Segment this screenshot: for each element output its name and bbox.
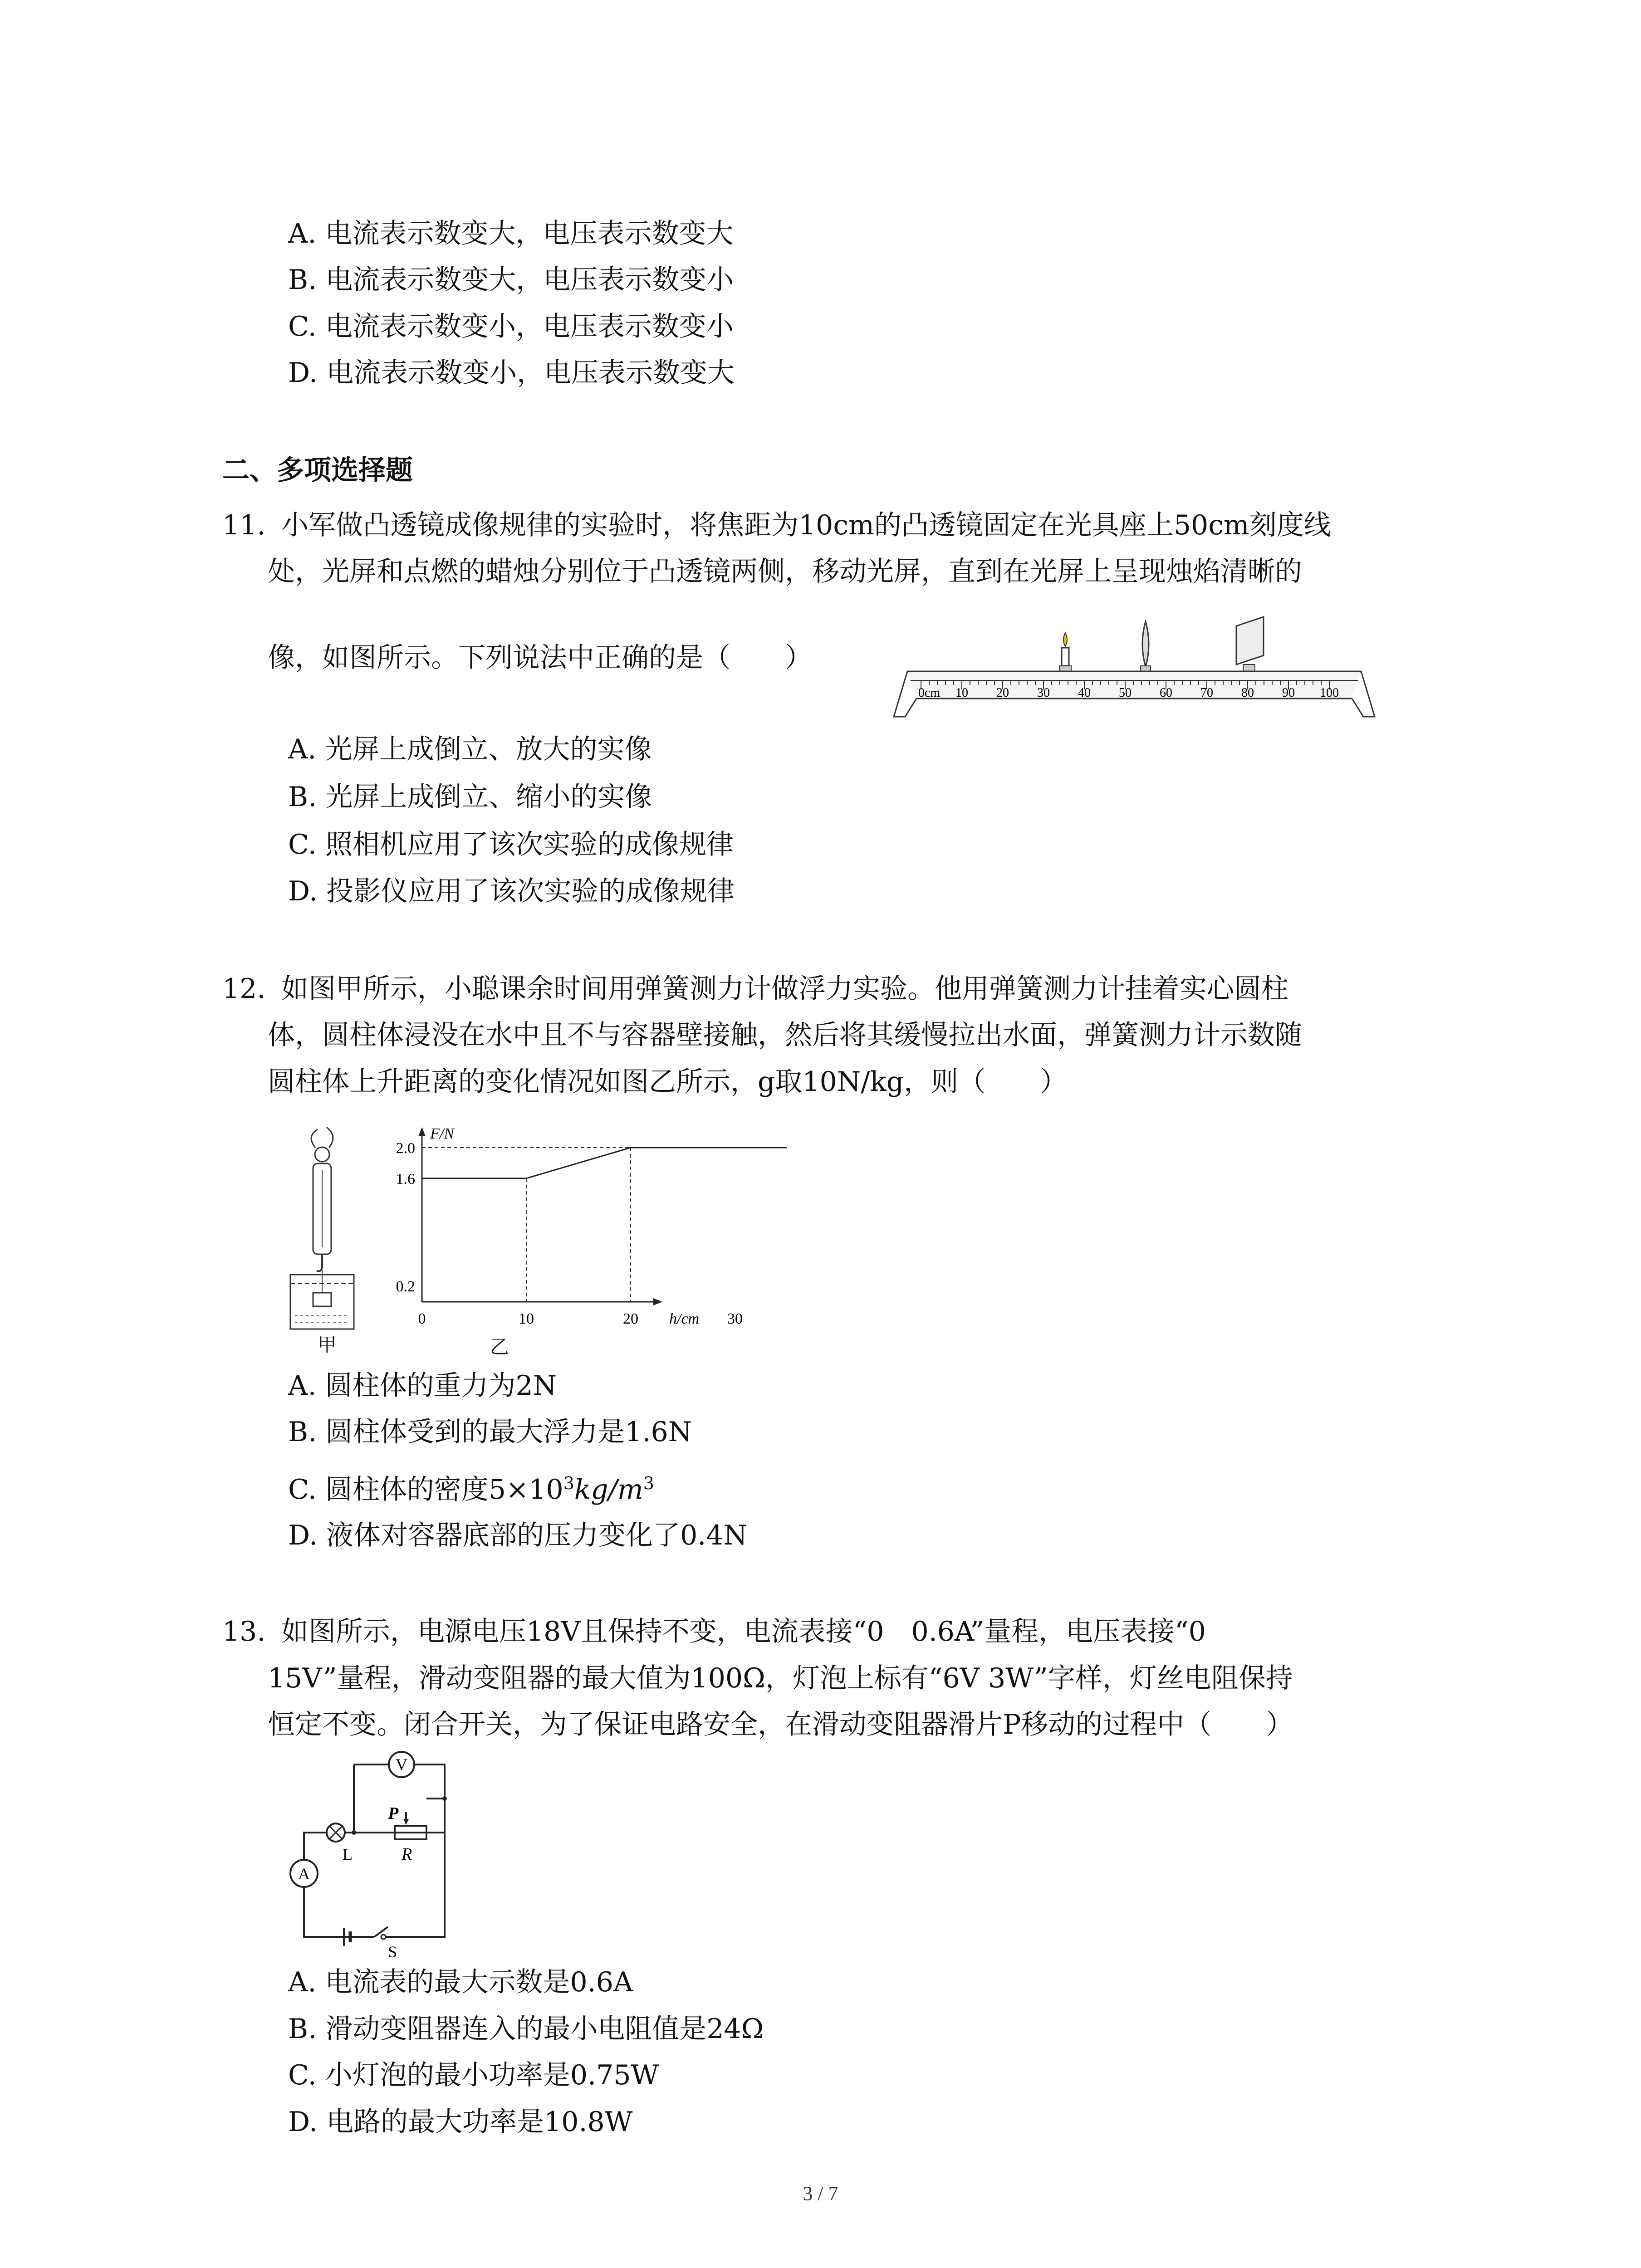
ruler-tick-label: 90 (1282, 686, 1295, 700)
section-heading: 二、多项选择题 (222, 455, 413, 486)
switch-icon (374, 1927, 388, 1939)
q11-stem-line1: 小军做凸透镜成像规律的实验时，将焦距为10cm的凸透镜固定在光具座上50cm刻度线 (281, 509, 1331, 541)
ruler-tick-label: 80 (1241, 686, 1254, 700)
ruler-tick-label: 30 (1037, 686, 1050, 700)
convex-lens-icon (1141, 621, 1151, 671)
ruler-tick-label: 40 (1078, 686, 1091, 700)
q12-number: 12. (222, 973, 266, 1005)
q12-option-a: A. 圆柱体的重力为2N (288, 1370, 557, 1402)
ruler-tick-label: 60 (1160, 686, 1172, 700)
candle-icon (1059, 633, 1071, 671)
q13-option-d: D. 电路的最大功率是10.8W (288, 2106, 633, 2138)
voltmeter-label: V (396, 1755, 407, 1774)
q12-stem-line2: 体，圆柱体浸没在水中且不与容器壁接触，然后将其缓慢拉出水面，弹簧测力计示数随 (268, 1019, 1302, 1051)
ruler-tick-label: 0cm (918, 686, 941, 700)
q11-option-d: D. 投影仪应用了该次实验的成像规律 (288, 875, 735, 907)
fig-label-yi: 乙 (490, 1336, 509, 1358)
q12-option-c-exp2: 3 (643, 1473, 654, 1493)
q13-option-a: A. 电流表的最大示数是0.6A (288, 1966, 633, 1998)
q11-option-b: B. 光屏上成倒立、缩小的实像 (288, 781, 652, 813)
q12-option-c-text: C. 圆柱体的密度5×10 (288, 1474, 563, 1505)
q13-stem-line2: 15V”量程，滑动变阻器的最大值为100Ω，灯泡上标有“6V 3W”字样，灯丝电阻保持 (268, 1662, 1293, 1694)
spring-scale-figure (281, 1120, 372, 1347)
q11-stem-line3: 像，如图所示。下列说法中正确的是（ ） (268, 642, 812, 674)
q12-option-d: D. 液体对容器底部的压力变化了0.4N (288, 1520, 748, 1551)
lamp-label: L (343, 1845, 353, 1863)
ruler-tick-label: 10 (955, 686, 968, 700)
rheostat-label: R (402, 1845, 412, 1864)
q10-option-d: D. 电流表示数变小，电压表示数变大 (288, 357, 735, 389)
optical-bench-figure (894, 612, 1375, 730)
x-axis-arrow (653, 1298, 662, 1305)
series-line (422, 1148, 787, 1178)
q13-option-c: C. 小灯泡的最小功率是0.75W (288, 2059, 659, 2091)
ruler-tick-label: 70 (1200, 686, 1213, 700)
x-tick-label: 30 (727, 1310, 743, 1327)
q10-option-b: B. 电流表示数变大，电压表示数变小 (288, 264, 734, 296)
q13-number: 13. (222, 1616, 266, 1647)
q12-option-b: B. 圆柱体受到的最大浮力是1.6N (288, 1416, 692, 1448)
q12-stem-line1: 如图甲所示，小聪课余时间用弹簧测力计做浮力实验。他用弹簧测力计挂着实心圆柱 (281, 973, 1288, 1005)
x-tick-label: 10 (519, 1310, 534, 1327)
chart-labels (396, 1125, 743, 1327)
q12-option-c (288, 1465, 654, 1508)
x-tick-label: 20 (623, 1310, 638, 1327)
y-axis-label: F/N (430, 1125, 454, 1142)
ruler-tick-label: 50 (1119, 686, 1132, 700)
ruler-tick-label: 20 (996, 686, 1009, 700)
chart-guides (422, 1148, 631, 1302)
q10-option-c: C. 电流表示数变小，电压表示数变小 (288, 311, 734, 342)
force-height-chart (363, 1120, 743, 1334)
switch-label: S (388, 1943, 397, 1961)
y-tick-label: 1.6 (396, 1170, 415, 1188)
circuit-diagram (277, 1751, 467, 1960)
light-screen-icon (1236, 617, 1264, 671)
chart-series (422, 1148, 787, 1178)
y-tick-label: 0.2 (396, 1278, 415, 1295)
q11-stem-line2: 处，光屏和点燃的蜡烛分别位于凸透镜两侧，移动光屏，直到在光屏上呈现烛焰清晰的 (268, 556, 1302, 587)
q13-stem-line3: 恒定不变。闭合开关，为了保证电路安全，在滑动变阻器滑片P移动的过程中（ ） (268, 1709, 1293, 1740)
page-number: 3 / 7 (803, 2182, 838, 2204)
q13-stem-line1: 如图所示，电源电压18V且保持不变，电流表接“0 0.6A”量程，电压表接“0 (281, 1616, 1206, 1647)
q12-option-c-exp: 3 (563, 1473, 574, 1493)
q11-option-c: C. 照相机应用了该次实验的成像规律 (288, 829, 734, 860)
q11-number: 11. (222, 509, 266, 541)
chart-axes (418, 1127, 662, 1305)
q10-option-a: A. 电流表示数变大，电压表示数变大 (288, 218, 734, 249)
fig-label-jia: 甲 (318, 1334, 337, 1356)
x-tick-label: 0 (418, 1310, 426, 1327)
lamp-icon (327, 1823, 345, 1842)
x-axis-label: h/cm (669, 1310, 700, 1327)
ammeter-label: A (298, 1865, 310, 1883)
q13-option-b: B. 滑动变阻器连入的最小电阻值是24Ω (288, 2013, 764, 2045)
ruler-tick-label: 100 (1320, 686, 1339, 700)
q11-option-a: A. 光屏上成倒立、放大的实像 (288, 733, 652, 765)
q12-option-c-unit: kg/m (574, 1474, 643, 1505)
y-axis-arrow (418, 1127, 426, 1136)
slider-label: P (388, 1804, 399, 1823)
q12-stem-line3: 圆柱体上升距离的变化情况如图乙所示，g取10N/kg，则（ ） (268, 1066, 1068, 1098)
y-tick-label: 2.0 (396, 1140, 415, 1157)
